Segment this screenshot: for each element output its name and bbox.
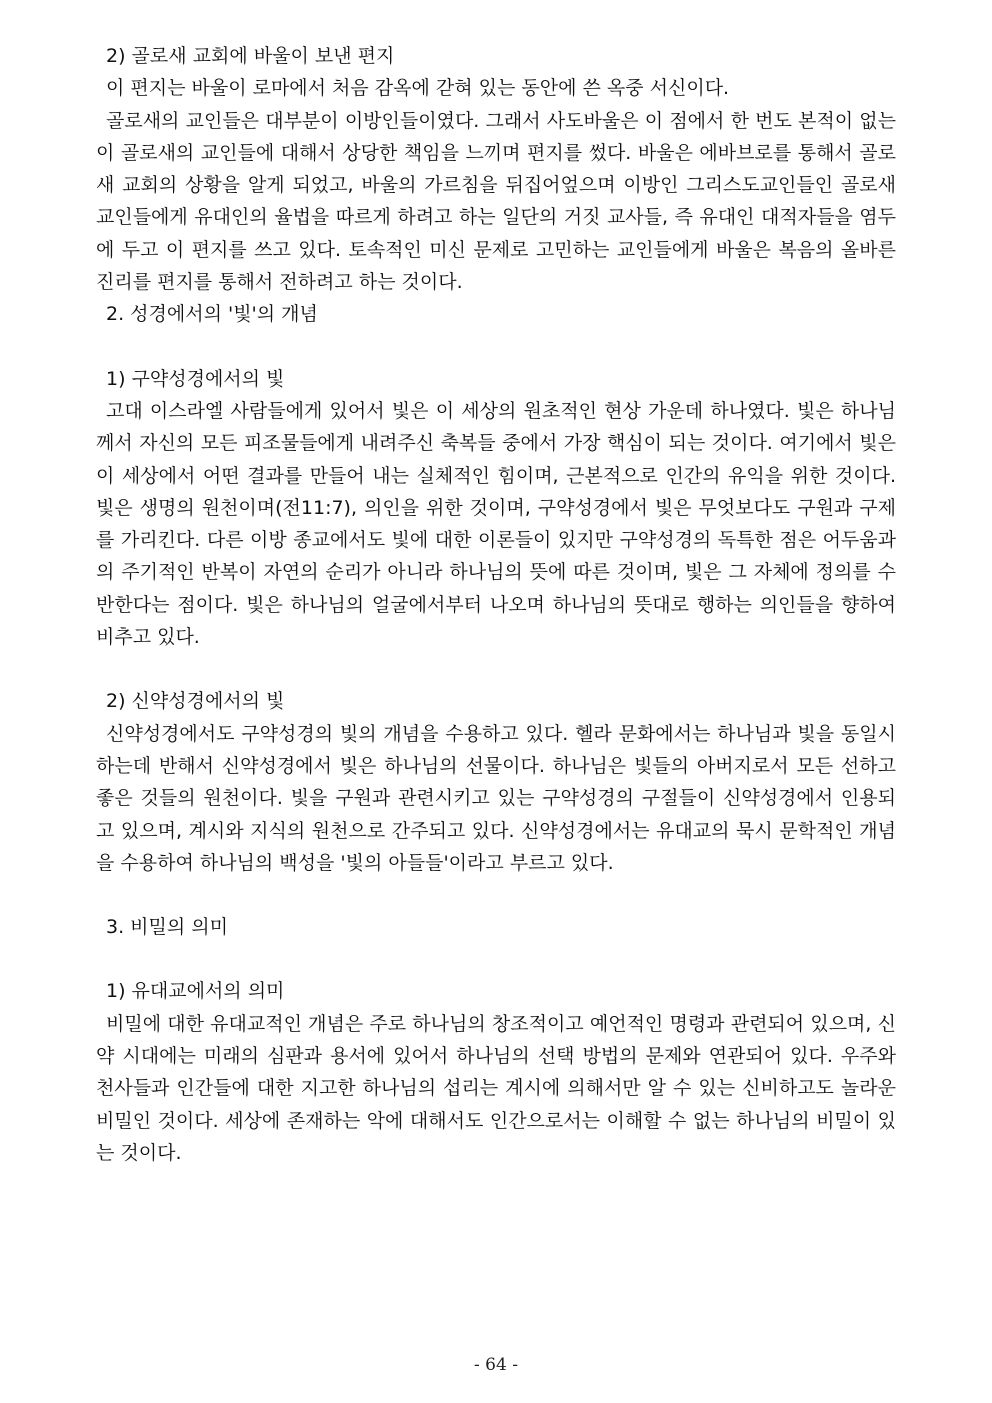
spacer — [96, 943, 896, 975]
page-content — [96, 40, 896, 1169]
section-heading-old-testament-light: 1) 구약성경에서의 빛 — [106, 367, 285, 390]
paragraph-judaism-meaning: 비밀에 대한 유대교적인 개념은 주로 하나님의 창조적이고 예언적인 명령과 관련되어 있으며, 신약 시대에는 미래의 심판과 용서에 있어서 하나님의 선택 방법의 문제와 연관되어 있다. 우주와 천사들과 인간들에 대한 지고한 하나님의 섭리는 계시에 의해서만 알 수 있는 신비하고도 놀라운 비밀인 것이다. 세상에 존재하는 악에 대해서도 인간으로서는 이해할 수 없는 하나님의 비밀이 있는 것이다. — [96, 1012, 896, 1164]
paragraph-colossians-intro: 이 편지는 바울이 로마에서 처음 감옥에 갇혀 있는 동안에 쓴 옥중 서신이다. — [106, 77, 730, 100]
section-heading-judaism-meaning: 1) 유대교에서의 의미 — [106, 980, 285, 1003]
section-heading-colossians: 2) 골로새 교회에 바울이 보낸 편지 — [106, 45, 395, 67]
paragraph-colossians-body: 골로새의 교인들은 대부분이 이방인들이였다. 그래서 사도바울은 이 점에서 한 번도 본적이 없는 이 골로새의 교인들에 대해서 상당한 책임을 느끼며 편지를 썼다. 바울은 에바브로를 통해서 골로새 교회의 상황을 알게 되었고, 바울의 가르침을 뒤집어엎으며 이방인 그리스도교인들인 골로새 교인들에게 유대인의 율법을 따르게 하려고 하는 일단의 거짓 교사들, 즉 유대인 대적자들을 염두에 두고 이 편지를 쓰고 있다. 토속적인 미신 문제로 고민하는 교인들에게 바울은 복음의 올바른 진리를 편지를 통해서 전하려고 하는 것이다. — [96, 109, 896, 294]
paragraph-new-testament-light: 신약성경에서도 구약성경의 빛의 개념을 수용하고 있다. 헬라 문화에서는 하나님과 빛을 동일시하는데 반해서 신약성경에서 빛은 하나님의 선물이다. 하나님은 빛들의 아버지로서 모든 선하고 좋은 것들의 원천이다. 빛을 구원과 관련시키고 있는 구약성경의 구절들이 신약성경에서 인용되고 있으며, 계시와 지식의 원천으로 간주되고 있다. 신약성경에서는 유대교의 묵시 문학적인 개념을 수용하여 하나님의 백성을 '빛의 아들들'이라고 부르고 있다. — [96, 722, 896, 874]
spacer — [96, 653, 896, 685]
paragraph-old-testament-light: 고대 이스라엘 사람들에게 있어서 빛은 이 세상의 원초적인 현상 가운데 하나였다. 빛은 하나님께서 자신의 모든 피조물들에게 내려주신 축복들 중에서 가장 핵심이 되는 것이다. 여기에서 빛은 이 세상에서 어떤 결과를 만들어 내는 실체적인 힘이며, 근본적으로 인간의 유익을 위한 것이다. 빛은 생명의 원천이며(전11:7), 의인을 위한 것이며, 구약성경에서 빛은 무엇보다도 구원과 구제를 가리킨다. 다른 이방 종교에서도 빛에 대한 이론들이 있지만 구약성경의 독특한 점은 어두움과의 주기적인 반복이 자연의 순리가 아니라 하나님의 뜻에 따른 것이며, 빛은 그 자체에 정의를 수반한다는 점이다. 빛은 하나님의 얼굴에서부터 나오며 하나님의 뜻대로 행하는 의인들을 향하여 비추고 있다. — [96, 399, 896, 649]
chapter-heading-light: 2. 성경에서의 '빛'의 개념 — [106, 303, 318, 326]
spacer — [96, 879, 896, 911]
chapter-heading-mystery: 3. 비밀의 의미 — [106, 916, 228, 939]
section-heading-new-testament-light: 2) 신약성경에서의 빛 — [106, 690, 285, 713]
spacer — [96, 331, 896, 363]
page-number: - 64 - — [474, 1355, 518, 1375]
